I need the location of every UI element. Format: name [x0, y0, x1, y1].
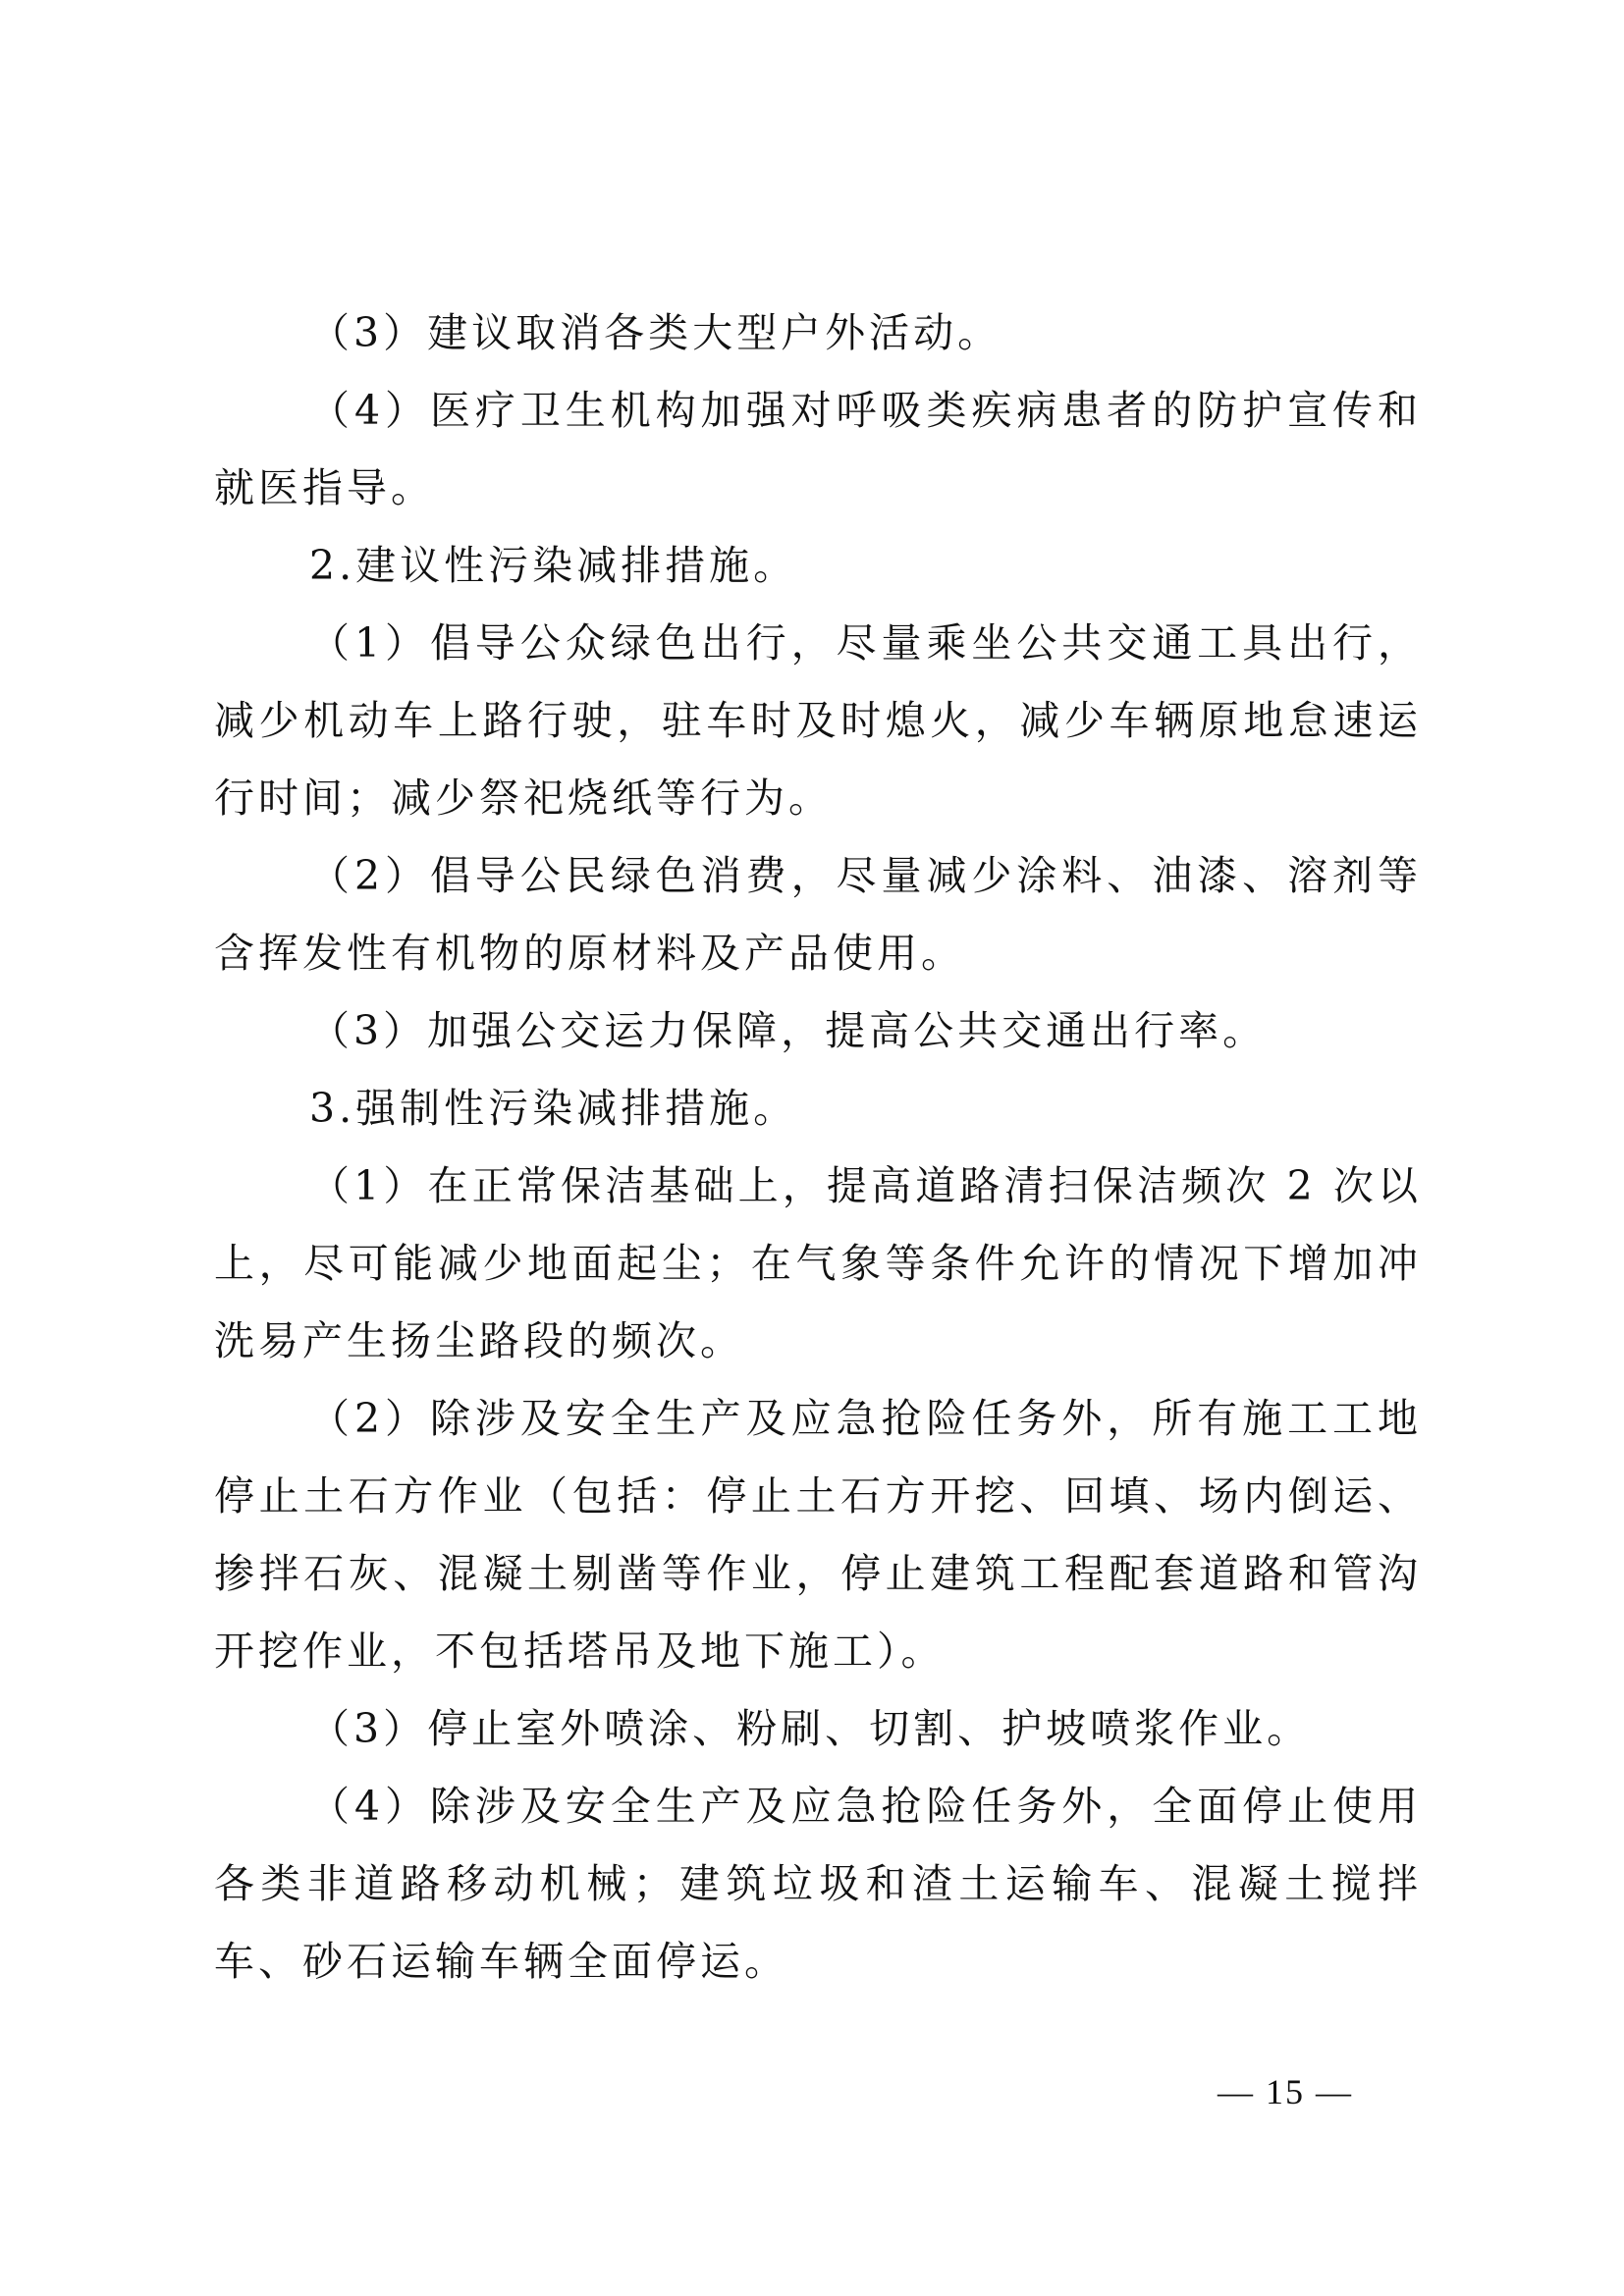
- paragraph-green-consumption: （2）倡导公民绿色消费，尽量减少涂料、油漆、溶剂等含挥发性有机物的原材料及产品使用。: [214, 852, 1422, 977]
- paragraph-public-transit: （3）加强公交运力保障，提高公共交通出行率。: [309, 1007, 1268, 1054]
- paragraph-outdoor-spraying: （3）停止室外喷涂、粉刷、切割、护坡喷浆作业。: [309, 1705, 1312, 1752]
- paragraph-green-travel: （1）倡导公众绿色出行，尽量乘坐公共交通工具出行，减少机动车上路行驶，驻车时及时熄火，减少车辆原地怠速运行时间；减少祭祀烧纸等行为。: [214, 619, 1422, 822]
- section-heading-mandatory-measures: 3.强制性污染减排措施。: [309, 1085, 798, 1132]
- paragraph-medical-guidance: （4）医疗卫生机构加强对呼吸类疾病患者的防护宣传和就医指导。: [214, 387, 1422, 511]
- paragraph-construction-earthwork: （2）除涉及安全生产及应急抢险任务外，所有施工工地停止土石方作业（包括：停止土石方开挖、回填、场内倒运、掺拌石灰、混凝土剔凿等作业，停止建筑工程配套道路和管沟开挖作业，不包括塔吊及地下施工）。: [214, 1395, 1422, 1675]
- paragraph-non-road-machinery: （4）除涉及安全生产及应急抢险任务外，全面停止使用各类非道路移动机械；建筑垃圾和渣土运输车、混凝土搅拌车、砂石运输车辆全面停运。: [214, 1783, 1422, 1985]
- section-heading-recommended-measures: 2.建议性污染减排措施。: [309, 542, 798, 589]
- page-number: — 15 —: [1218, 2072, 1353, 2111]
- paragraph-road-cleaning: （1）在正常保洁基础上，提高道路清扫保洁频次 2 次以上，尽可能减少地面起尘；在气象等条件允许的情况下增加冲洗易产生扬尘路段的频次。: [214, 1162, 1422, 1364]
- paragraph-recommend-cancel-outdoor-activities: （3）建议取消各类大型户外活动。: [309, 309, 1002, 356]
- document-body: [214, 294, 1422, 2001]
